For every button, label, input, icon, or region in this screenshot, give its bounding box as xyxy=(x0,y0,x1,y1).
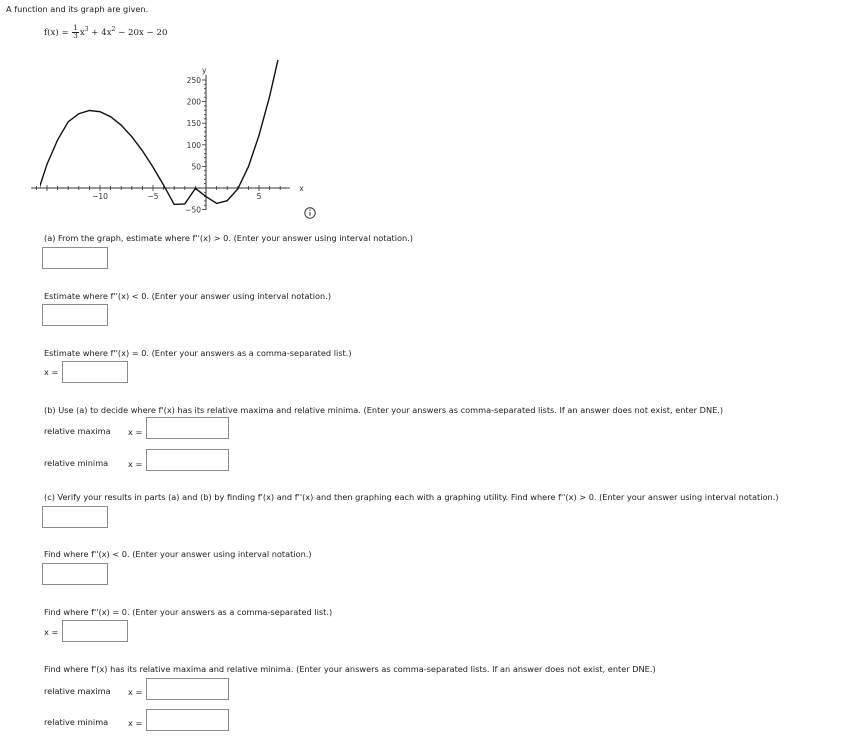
y-tick-label: 50 xyxy=(191,162,201,172)
y-tick-label: −50 xyxy=(185,205,201,215)
part-c-maxima-x-equals: x = xyxy=(128,687,143,697)
y-tick-label: 100 xyxy=(186,140,201,150)
part-a-question-1: (a) From the graph, estimate where f''(x) > 0. (Enter your answer using interval notation.) xyxy=(44,233,413,243)
part-b-minima-input[interactable] xyxy=(146,449,229,471)
function-graph xyxy=(0,0,857,230)
function-term-2: + 4x xyxy=(88,28,112,38)
part-c-question-1: (c) Verify your results in parts (a) and (b) by finding f'(x) and f''(x) and then graphing each with a graphing utility. Find where f''(x) > 0. (Enter your answer using interval notation.) xyxy=(44,492,779,502)
part-b-minima-label: relative minima xyxy=(44,458,109,468)
y-tick-label: 150 xyxy=(186,119,201,129)
x-tick-label: −10 xyxy=(92,192,108,201)
part-a-question-2: Estimate where f''(x) < 0. (Enter your answer using interval notation.) xyxy=(44,291,332,301)
x-tick-label: 5 xyxy=(256,192,262,201)
y-tick-label: 250 xyxy=(186,76,201,85)
part-c-answer-3-input[interactable] xyxy=(62,620,128,642)
part-c-minima-x-equals: x = xyxy=(128,718,143,728)
part-b-maxima-input[interactable] xyxy=(146,417,229,439)
part-c-x-equals: x = xyxy=(44,627,59,637)
part-a-question-3: Estimate where f''(x) = 0. (Enter your answers as a comma-separated list.) xyxy=(44,348,352,358)
part-c-minima-input[interactable] xyxy=(146,709,229,731)
part-c-answer-2-input[interactable] xyxy=(42,563,108,585)
part-c-answer-1-input[interactable] xyxy=(42,506,108,528)
part-a-answer-2-input[interactable] xyxy=(42,304,108,326)
y-axis-label: y xyxy=(202,65,207,75)
intro-text: A function and its graph are given. xyxy=(6,4,149,14)
function-term-2-exponent: 2 xyxy=(111,26,116,34)
part-c-question-2: Find where f''(x) < 0. (Enter your answer using interval notation.) xyxy=(44,549,312,559)
function-lhs: f(x) = xyxy=(44,28,72,38)
part-c-maxima-label: relative maxima xyxy=(44,686,111,696)
part-b-maxima-x-equals: x = xyxy=(128,427,143,437)
part-c-question-3: Find where f''(x) = 0. (Enter your answers as a comma-separated list.) xyxy=(44,607,333,617)
function-term-1: x xyxy=(79,28,85,38)
part-c-question-4: Find where f'(x) has its relative maxima and relative minima. (Enter your answers as comma-separated lists. If an answer does not exist, enter DNE.) xyxy=(44,664,656,674)
part-a-answer-3-input[interactable] xyxy=(62,361,128,383)
x-tick-label: −5 xyxy=(147,192,159,201)
part-b-maxima-label: relative maxima xyxy=(44,426,111,436)
part-a-answer-1-input[interactable] xyxy=(42,247,108,269)
fraction-numerator: 1 xyxy=(73,24,78,32)
y-tick-label: 200 xyxy=(186,97,201,107)
part-c-minima-label: relative minima xyxy=(44,717,109,727)
part-b-question: (b) Use (a) to decide where f'(x) has its relative maxima and relative minima. (Enter your answers as comma-separated lists. If an answer does not exist, enter DNE.) xyxy=(44,405,724,415)
function-term-3: − 20x − 20 xyxy=(115,28,168,38)
part-c-maxima-input[interactable] xyxy=(146,678,229,700)
function-term-1-exponent: 3 xyxy=(84,26,89,34)
part-b-minima-x-equals: x = xyxy=(128,459,143,469)
fraction-denominator: 3 xyxy=(73,32,78,40)
info-icon[interactable] xyxy=(305,208,315,218)
x-axis-label: x xyxy=(299,184,304,193)
graph-axes xyxy=(31,75,290,210)
function-curve xyxy=(36,7,288,204)
part-a-x-equals: x = xyxy=(44,367,59,377)
